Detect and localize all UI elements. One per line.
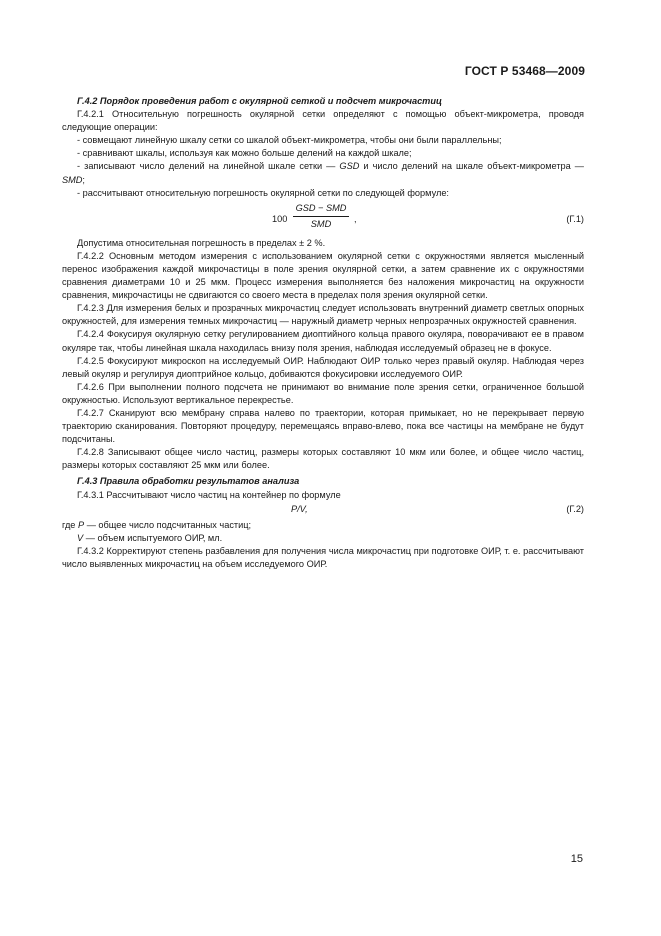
paragraph-g426: Г.4.2.6 При выполнении полного подсчета не принимают во внимание поле зрения сетки, ограниченное большой окружностью. Используют вертикальное перекрестье. — [62, 381, 584, 405]
formula-fraction — [293, 202, 349, 231]
formula-expression: P/V, — [291, 503, 308, 514]
paragraph-g423: Г.4.2.3 Для измерения белых и прозрачных микрочастиц следует использовать внутренний диаметр светлых опорных окружностей, для измерения темных микрочастиц — наружный диаметр черных непрозрачных окружностей сравнения. — [62, 303, 584, 327]
formula-number: (Г.2) — [566, 503, 584, 514]
paragraph-g427: Г.4.2.7 Сканируют всю мембрану справа налево по траектории, которая примыкает, но не перекрывает первую траекторию сканирования. Повторяют процедуру, перемещаясь вправо-влево, пока все частицы на мембране не будут подсчитаны. — [62, 407, 584, 445]
operation-item-record — [62, 160, 584, 186]
paragraph-g424: Г.4.2.4 Фокусируя окулярную сетку регулированием диоптийного кольца правого окуляра, поворачивают ее в правом окуляре так, чтобы линейная шкала находилась внизу поля зрения, наблюдая исследуемый образец не в фокусе. — [62, 329, 584, 353]
v-symbol: V — [77, 532, 84, 543]
page-number: 15 — [570, 853, 583, 865]
operation-item: - рассчитывают относительную погрешность окулярной сетки по следующей формуле: — [77, 187, 449, 198]
formula-g2 — [62, 503, 584, 518]
op3-text-c: и число делений на шкале объект-микрометра — — [363, 161, 584, 172]
op3-text-e: ; — [82, 174, 85, 185]
op3-text-a: - записывают число делений на линейной шкале сетки — — [77, 161, 336, 172]
formula-comma: , — [354, 213, 357, 224]
p-definition: — общее число подсчитанных частиц; — [86, 519, 252, 530]
paragraph-g432: Г.4.3.2 Корректируют степень разбавления для получения числа микрочастиц при подготовке ОИР, т. е. рассчитывают число выявленных микрочастиц на объем исследуемого ОИР. — [62, 545, 584, 569]
document-id: ГОСТ Р 53468—2009 — [464, 64, 585, 78]
formula-coefficient: 100 — [272, 213, 288, 224]
paragraph-g428: Г.4.2.8 Записывают общее число частиц, размеры которых составляют 10 мкм или более, и общее число частиц, размеры которых составляют 25 мкм или более. — [62, 447, 584, 471]
operation-item: - сравнивают шкалы, используя как можно больше делений на каждой шкале; — [77, 148, 412, 159]
formula-denominator: SMD — [310, 218, 332, 229]
p-symbol: P — [77, 519, 85, 530]
where-v-definition — [62, 532, 584, 545]
paragraph-g425: Г.4.2.5 Фокусируют микроскоп на исследуемый ОИР. Наблюдают ОИР только через правый окуляр. Наблюдая через левый окуляр и регулируя диоптрийное кольцо, добиваются фокусировки исследуемого ОИР. — [62, 355, 584, 379]
section-title-g43: Г.4.3 Правила обработки результатов анализа — [77, 476, 300, 487]
formula-numerator: GSD − SMD — [293, 202, 349, 217]
paragraph-g431: Г.4.3.1 Рассчитывают число частиц на контейнер по формуле — [77, 489, 341, 500]
formula-number: (Г.1) — [566, 213, 584, 224]
where-word: где — [62, 519, 76, 530]
page-content — [62, 94, 584, 571]
smd-symbol: SMD — [62, 174, 83, 185]
where-p-definition — [62, 519, 584, 532]
formula-g1 — [62, 201, 584, 235]
section-title-g42: Г.4.2 Порядок проведения работ с окулярной сеткой и подсчет микрочастиц — [77, 96, 442, 106]
operation-item: - совмещают линейную шкалу сетки со шкалой объект-микрометра, чтобы они были параллельны; — [77, 135, 502, 146]
tolerance-note: Допустима относительная погрешность в пределах ± 2 %. — [77, 237, 326, 248]
v-definition: — объем испытуемого ОИР, мл. — [85, 532, 223, 543]
paragraph-g421: Г.4.2.1 Относительную погрешность окулярной сетки определяют с помощью объект-микрометра, проводя следующие операции: — [62, 109, 584, 133]
paragraph-g422: Г.4.2.2 Основным методом измерения с использованием окулярной сетки с окружностями является мысленный перенос изображения каждой микрочастицы в поле зрения окулярной сетки, а затем сравнение их с окружностями сравнения диаметрами 10 и 25 мкм. Процесс измерения выполняется без наложения микрочастиц на окружности сравнения, микрочастицы не сдвигаются со своего места в пределах поля зрения окулярной сетки. — [62, 250, 584, 301]
gsd-symbol: GSD — [339, 161, 360, 172]
